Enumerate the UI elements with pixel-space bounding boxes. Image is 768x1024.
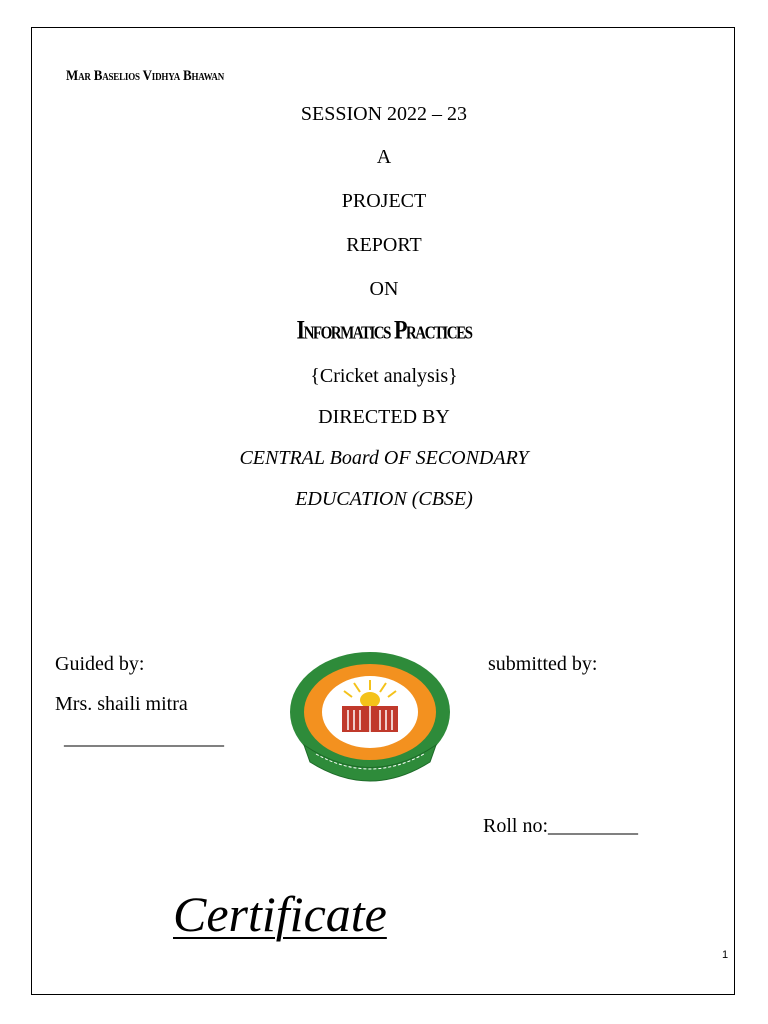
roll-no-label: Roll no:_________: [483, 815, 639, 837]
guide-signature-blank: ________________: [64, 727, 224, 749]
subject-title-text: Informatics Practices: [296, 314, 472, 345]
page-border: [31, 27, 735, 995]
subject-title: [0, 314, 768, 345]
cbse-emblem-icon: [264, 650, 476, 782]
board-line-1: CENTRAL Board OF SECONDARY: [239, 447, 529, 469]
guided-by-label: Guided by:: [55, 653, 145, 675]
page-number: 1: [722, 949, 729, 961]
session-line: SESSION 2022 – 23: [300, 103, 468, 125]
title-line-report: REPORT: [346, 234, 422, 256]
title-line-a: A: [376, 146, 392, 168]
topic-line: {Cricket analysis}: [310, 365, 458, 387]
cbse-emblem-svg: [264, 650, 476, 782]
guide-name: Mrs. shaili mitra: [55, 693, 188, 715]
emblem-lamp-flame: [360, 692, 380, 708]
submitted-by-label: submitted by:: [488, 653, 598, 675]
title-line-project: PROJECT: [341, 190, 427, 212]
title-line-on: ON: [369, 278, 399, 300]
school-name: Mar Baselios Vidhya Bhawan: [66, 66, 225, 84]
board-line-2: EDUCATION (CBSE): [295, 488, 473, 510]
certificate-heading: Certificate: [173, 886, 387, 942]
directed-by-line: DIRECTED BY: [318, 406, 450, 428]
